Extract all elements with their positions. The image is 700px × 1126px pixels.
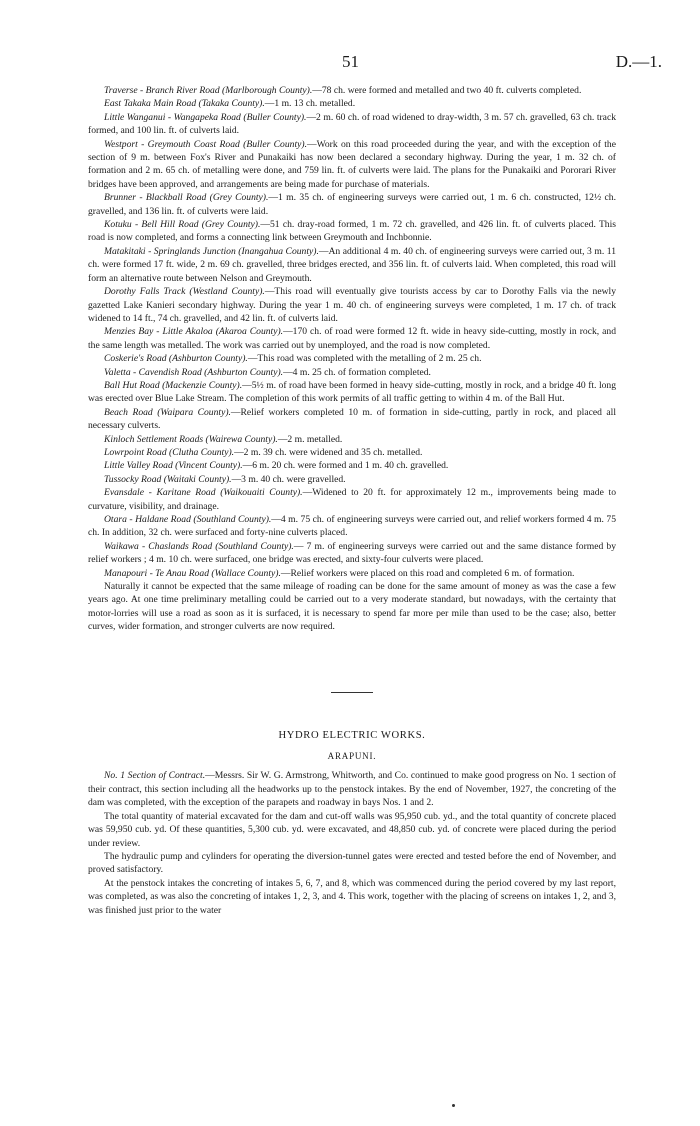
section-divider — [331, 692, 373, 693]
road-entry — [88, 218, 616, 245]
road-name: Dorothy Falls Track (Westland County). — [104, 286, 265, 298]
road-entry — [88, 406, 616, 433]
section-subheading: ARAPUNI. — [327, 751, 377, 762]
road-entry — [88, 379, 616, 406]
road-name: Little Valley Road (Vincent County). — [104, 460, 243, 472]
road-description: —51 ch. dray-road formed, 1 m. 72 ch. gravelled, and 426 lin. ft. of culverts placed. This road is now completed, and forms a connecting link between Greymouth and Inchbonnie. — [88, 219, 616, 244]
road-name: Coskerie's Road (Ashburton County). — [104, 353, 248, 365]
road-entry — [88, 366, 616, 379]
road-entry — [88, 245, 616, 285]
page-mark — [452, 1104, 455, 1107]
page-header — [0, 52, 700, 76]
road-entry — [88, 459, 616, 472]
road-name: Otara - Haldane Road (Southland County). — [104, 514, 272, 525]
road-name: Manapouri - Te Anau Road (Wallace County). — [104, 567, 281, 579]
road-description: —Work on this road proceeded during the year, and with the exception of the section of 9 m. between Fox's River and Punakaiki has now been declared a secondary highway. During the year, 1 m. 32 ch. of formation and 2 m. 65 ch. of metalling were done, and 759 lin. ft. of culverts were laid. The plans for the Punakaiki and Pororari River bridges have been approved, and arrangements are being made for purchase of materials. — [88, 138, 616, 190]
road-name: Matakitaki - Springlands Junction (Inangahua County). — [104, 245, 319, 257]
road-name: Little Wanganui - Wangapeka Road (Buller County). — [104, 111, 307, 123]
road-name: Valetta - Cavendish Road (Ashburton County). — [104, 366, 284, 378]
road-entry — [88, 513, 616, 540]
road-description: —1 m. 13 ch. metalled. — [264, 98, 356, 110]
road-name: Ball Hut Road (Mackenzie County). — [104, 379, 243, 391]
road-entry — [88, 486, 616, 513]
road-name: Westport - Greymouth Coast Road (Buller County). — [104, 138, 307, 150]
road-name: Kotuku - Bell Hill Road (Grey County). — [104, 219, 261, 231]
road-entry — [88, 285, 616, 325]
road-entry — [88, 138, 616, 192]
document-reference: D.—1. — [615, 52, 662, 71]
road-entry — [88, 191, 616, 218]
road-entry — [88, 540, 616, 567]
road-description: —6 m. 20 ch. were formed and 1 m. 40 ch. gravelled. — [242, 460, 449, 472]
road-name: Tussocky Road (Waitaki County). — [104, 473, 232, 485]
road-description: —4 m. 75 ch. of engineering surveys were carried out, and relief workers formed 4 m. 75 ch. In addition, 32 ch. were surfaced and forty-nine culverts placed. — [88, 514, 616, 539]
road-entry — [88, 473, 616, 486]
road-description: —78 ch. were formed and metalled and two 40 ft. culverts completed. — [312, 85, 582, 96]
road-entry — [88, 567, 616, 580]
road-name: Traverse - Branch River Road (Marlborough County). — [104, 85, 313, 96]
road-description: —This road was completed with the metalling of 2 m. 25 ch. — [247, 353, 482, 365]
road-description: —4 m. 25 ch. of formation completed. — [283, 366, 431, 378]
road-description: —An additional 4 m. 40 ch. of engineering surveys were carried out, 3 m. 11 ch. were formed 17 ft. wide, 2 m. 69 ch. gravelled, three bridges erected, and 356 lin. ft. of culverts laid. When completed, this road will form an alternative route between Nelson and Greymouth. — [88, 245, 616, 284]
road-entry — [88, 325, 616, 352]
closing-paragraph: Naturally it cannot be expected that the same mileage of roading can be done for the same amount of money as was the case a few years ago. At one time preliminary metalling could be carried out to a very moderate standard, but nowadays, with the certainty that motor-lorries will use a road as soon as it is surfaced, it is necessary to spend far more per mile than used to be the case; also, better curves, wider formation, and stronger culverts are now required. — [88, 581, 616, 633]
road-description: —Relief workers completed 10 m. of formation in side-cutting, partly in rock, and placed all necessary culverts. — [88, 406, 616, 432]
road-name: Evansdale - Karitane Road (Waikouaiti County). — [104, 487, 303, 499]
road-name: East Takaka Main Road (Takaka County). — [104, 98, 265, 110]
road-description: —1 m. 35 ch. of engineering surveys were carried out, 1 m. 6 ch. constructed, 12½ ch. gravelled, and 136 lin. ft. of culverts were laid. — [88, 192, 616, 217]
road-description: —2 m. 60 ch. of road widened to dray-width, 3 m. 57 ch. gravelled, 63 ch. track formed, and 100 lin. ft. of culverts laid. — [88, 111, 616, 137]
road-entry — [88, 433, 616, 446]
road-description: —Relief workers were placed on this road and completed 6 m. of formation. — [280, 567, 575, 579]
road-entry — [88, 111, 616, 138]
quantities-paragraph: The total quantity of material excavated for the dam and cut-off walls was 95,950 cub. yd., and the total quantity of concrete placed was 59,950 cub. yd. Of these quantities, 5,300 cub. yd. were excavated, and 48,850 cub. yd. of concrete were placed during the period under review. — [88, 810, 616, 849]
contract-label: No. 1 Section of Contract. — [104, 770, 206, 782]
road-name: Beach Road (Waipara County). — [104, 406, 231, 418]
road-description: —This road will eventually give tourists access by car to Dorothy Falls via the newly gazetted Lake Kanieri secondary highway. During the year 1 m. 40 ch. of engineering surveys were completed, 1 m. 17 ch. of track widened to 14 ft., 74 ch. gravelled, and 42 lin. ft. of culverts laid. — [88, 286, 616, 324]
road-description: — 7 m. of engineering surveys were carried out and the same distance formed by relief workers ; 4 m. 10 ch. were surfaced, one bridge was erected, and sixty-four culverts were placed. — [88, 540, 617, 566]
road-description: —3 m. 40 ch. were gravelled. — [231, 473, 346, 485]
road-description: —170 ch. of road were formed 12 ft. wide in heavy side-cutting, mostly in rock, and the same length was metalled. The work was carried out by unemployed, and the road is now completed. — [88, 326, 616, 351]
road-entry — [88, 97, 616, 110]
road-name: Waikawa - Chaslands Road (Southland County). — [104, 540, 294, 552]
road-name: Lowrpoint Road (Clutha County). — [104, 446, 235, 458]
pump-paragraph: The hydraulic pump and cylinders for operating the diversion-tunnel gates were erected and tested before the end of November, and proved satisfactory. — [88, 850, 616, 876]
road-entry — [88, 352, 616, 365]
contract-text: —Messrs. Sir W. G. Armstrong, Whitworth, and Co. continued to make good progress on No. 1 section of their contract, this section including all the headworks up to the penstock intakes. By the end of November, 1927, the concreting of the dam was completed, with the exception of the parapets and roadway in bays Nos. 1 and 2. — [88, 770, 616, 809]
page-number: 51 — [342, 52, 359, 71]
report-body — [88, 84, 616, 917]
section-heading: HYDRO ELECTRIC WORKS. — [278, 729, 426, 741]
road-description: —Widened to 20 ft. for approximately 12 m., improvements being made to curvature, visibility, and drainage. — [88, 487, 616, 512]
road-name: Kinloch Settlement Roads (Wairewa County). — [104, 433, 278, 445]
road-entry — [88, 84, 616, 97]
road-entry — [88, 446, 616, 459]
road-description: —2 m. 39 ch. were widened and 35 ch. metalled. — [234, 446, 423, 458]
intakes-paragraph: At the penstock intakes the concreting of intakes 5, 6, 7, and 8, which was commenced during the period covered by my last report, was completed, as was also the concreting of intakes 1, 2, 3, and 4. This work, together with the placing of screens on intakes 1, 2, and 3, was finished just prior to the water — [88, 877, 616, 916]
road-description: —5½ m. of road have been formed in heavy side-cutting, mostly in rock, and a bridge 40 ft. long was erected over Blue Lake Stream. The completion of this work permits of all traffic getting to within 4 m. of the Ball Hut. — [88, 379, 616, 405]
road-entries — [88, 84, 616, 580]
road-name: Brunner - Blackball Road (Grey County). — [104, 192, 269, 204]
road-name: Menzies Bay - Little Akaloa (Akaroa County). — [104, 326, 284, 338]
contract-paragraph — [88, 769, 616, 809]
road-description: —2 m. metalled. — [277, 433, 343, 445]
